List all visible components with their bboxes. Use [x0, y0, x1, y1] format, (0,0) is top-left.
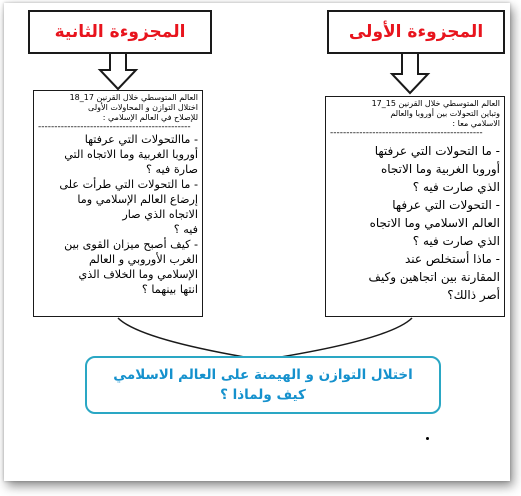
question-line: انتها بينهما ؟	[141, 283, 198, 296]
question-line: - كيف أصبح ميزان القوى بين	[64, 238, 198, 251]
conclusion-line-2: كيف ولماذا ؟	[220, 387, 306, 403]
part-two-intro	[38, 93, 198, 123]
intro-line: العالم المتوسطي خلال القرنين 15_17	[371, 99, 500, 108]
conclusion-line-1: اختلال التوازن و الهيمنة على العالم الاسلامي	[113, 367, 413, 383]
question-line: أصر ذالك؟	[447, 288, 500, 302]
question-line: الذي صارت فيه ؟	[412, 180, 500, 194]
part-two-questions	[38, 132, 198, 297]
part-one-title	[327, 10, 505, 54]
down-arrow-icon	[96, 52, 140, 92]
question-line: - التحولات التي عرفها	[392, 198, 500, 212]
separator-line: -----------------------------------------------	[38, 123, 191, 132]
question-line: الإسلامي وما الخلاف الذي	[78, 268, 198, 281]
down-arrow-icon	[388, 52, 432, 96]
part-one-content	[325, 96, 505, 317]
part-two-content	[33, 90, 203, 317]
question-line: - ما التحولات التي طرأت على	[59, 178, 198, 191]
question-line: أوروبا الغربية وما الاتجاه	[380, 162, 500, 176]
intro-line: العالم المتوسطي خلال القرنين 17_18	[69, 93, 198, 102]
intro-line: وتباين التحولات بين أوروبا والعالم	[390, 109, 500, 118]
question-line: الاتجاه الذي صار	[122, 208, 198, 221]
question-line: الذي صارت فيه ؟	[412, 234, 500, 248]
stray-dot	[426, 437, 429, 440]
question-line: أوروبا الغربية وما الاتجاه التي	[64, 148, 198, 161]
question-line: - ماذا أستخلص عند	[404, 252, 500, 266]
intro-line: اختلال التوازن و المحاولات الأولى	[88, 103, 198, 112]
part-one-questions	[330, 142, 500, 304]
part-two-title-text: المجزوءة الثانية	[54, 22, 186, 42]
question-line: فيه ؟	[173, 223, 198, 236]
question-line: العالم الاسلامي وما الاتجاه	[369, 216, 500, 230]
question-line: المقارنة بين اتجاهين وكيف	[368, 270, 500, 284]
separator-line: -----------------------------------------------	[330, 129, 483, 138]
intro-line: للإصلاح في العالم الإسلامي :	[102, 113, 198, 122]
question-line: إرضاع العالم الإسلامي وما	[77, 193, 198, 206]
question-line: الغرب الأوروبي و العالم	[88, 253, 198, 266]
part-two-title	[28, 10, 212, 54]
conclusion-box	[85, 356, 441, 414]
question-line: - ما التحولات التي عرفتها	[374, 144, 500, 158]
intro-line: الاسلامي معا :	[452, 119, 500, 128]
question-line: - ماالتحولات التي عرفتها	[84, 133, 198, 146]
part-one-title-text: المجزوءة الأولى	[348, 22, 484, 42]
question-line: صارة فيه ؟	[146, 163, 198, 176]
part-one-intro	[330, 99, 500, 129]
